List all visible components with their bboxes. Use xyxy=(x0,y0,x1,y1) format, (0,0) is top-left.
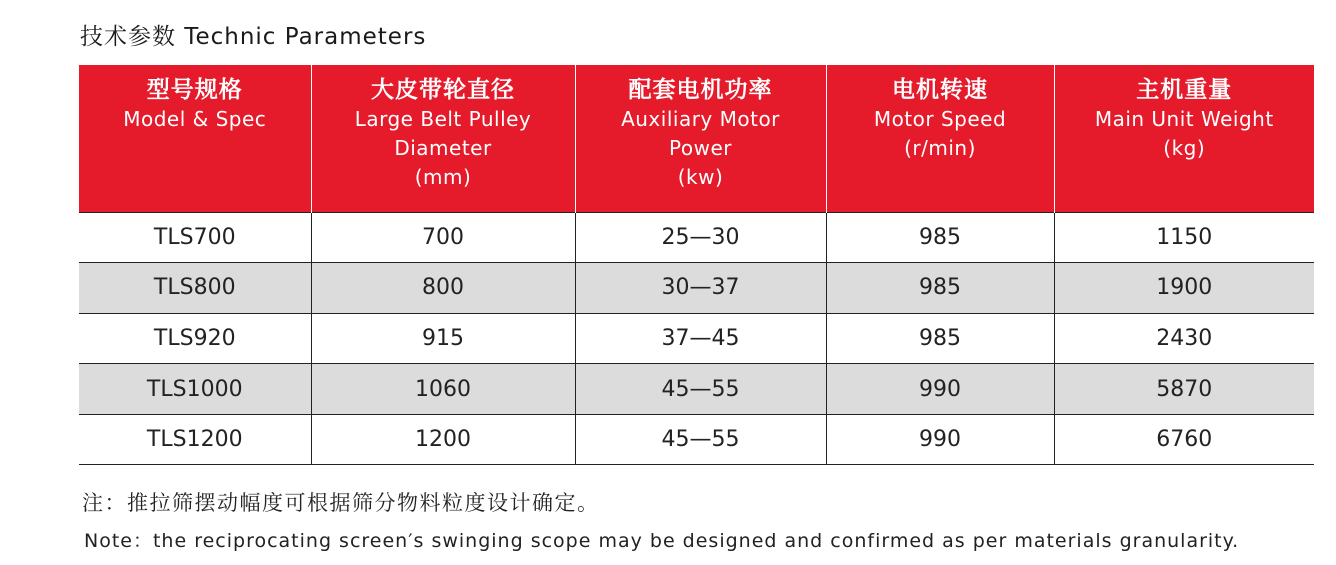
header-model xyxy=(79,65,311,212)
table-row xyxy=(79,364,1314,415)
table-row xyxy=(79,263,1314,314)
note-english: Note：the reciprocating screen′s swinging scope may be designed and confirmed as per materials granularity. xyxy=(84,530,1240,552)
cell-motor-speed: 985 xyxy=(826,263,1054,314)
cell-motor-speed: 985 xyxy=(826,212,1054,263)
cell-unit-weight: 2430 xyxy=(1054,313,1314,364)
header-unit-weight xyxy=(1054,65,1314,212)
header-motor-speed xyxy=(826,65,1054,212)
cell-pulley-diameter: 1200 xyxy=(311,414,575,465)
cell-unit-weight: 1150 xyxy=(1054,212,1314,263)
table-row xyxy=(79,212,1314,263)
cell-unit-weight: 1900 xyxy=(1054,263,1314,314)
header-motor-power-en: Auxiliary Motor Power (kw) xyxy=(621,107,780,189)
header-pulley-diameter-zh: 大皮带轮直径 xyxy=(371,77,515,103)
header-motor-speed-en: Motor Speed (r/min) xyxy=(873,107,1007,160)
cell-model: TLS800 xyxy=(79,263,311,314)
header-motor-speed-zh: 电机转速 xyxy=(892,77,988,103)
cell-pulley-diameter: 915 xyxy=(311,313,575,364)
cell-pulley-diameter: 1060 xyxy=(311,364,575,415)
cell-motor-speed: 990 xyxy=(826,364,1054,415)
header-model-en: Model & Spec xyxy=(123,107,267,131)
cell-motor-power: 45—55 xyxy=(575,364,826,415)
cell-pulley-diameter: 700 xyxy=(311,212,575,263)
cell-model: TLS1000 xyxy=(79,364,311,415)
cell-unit-weight: 6760 xyxy=(1054,414,1314,465)
parameters-table xyxy=(79,65,1314,465)
cell-model: TLS920 xyxy=(79,313,311,364)
cell-motor-speed: 990 xyxy=(826,414,1054,465)
table-row xyxy=(79,313,1314,364)
header-motor-power-zh: 配套电机功率 xyxy=(628,77,773,103)
header-unit-weight-zh: 主机重量 xyxy=(1136,77,1233,103)
header-motor-power xyxy=(575,65,826,212)
cell-pulley-diameter: 800 xyxy=(311,263,575,314)
table-row xyxy=(79,414,1314,465)
cell-unit-weight: 5870 xyxy=(1054,364,1314,415)
cell-model: TLS700 xyxy=(79,212,311,263)
cell-motor-power: 30—37 xyxy=(575,263,826,314)
table-header-row xyxy=(79,65,1314,212)
cell-motor-power: 45—55 xyxy=(575,414,826,465)
header-model-zh: 型号规格 xyxy=(146,77,243,103)
page-title: 技术参数 Technic Parameters xyxy=(80,24,427,50)
header-pulley-diameter-en: Large Belt Pulley Diameter (mm) xyxy=(354,107,532,189)
cell-motor-power: 37—45 xyxy=(575,313,826,364)
header-pulley-diameter xyxy=(311,65,575,212)
cell-model: TLS1200 xyxy=(79,414,311,465)
cell-motor-speed: 985 xyxy=(826,313,1054,364)
header-unit-weight-en: Main Unit Weight (kg) xyxy=(1094,107,1274,160)
cell-motor-power: 25—30 xyxy=(575,212,826,263)
note-chinese: 注：推拉筛摆动幅度可根据筛分物料粒度设计确定。 xyxy=(82,491,600,515)
